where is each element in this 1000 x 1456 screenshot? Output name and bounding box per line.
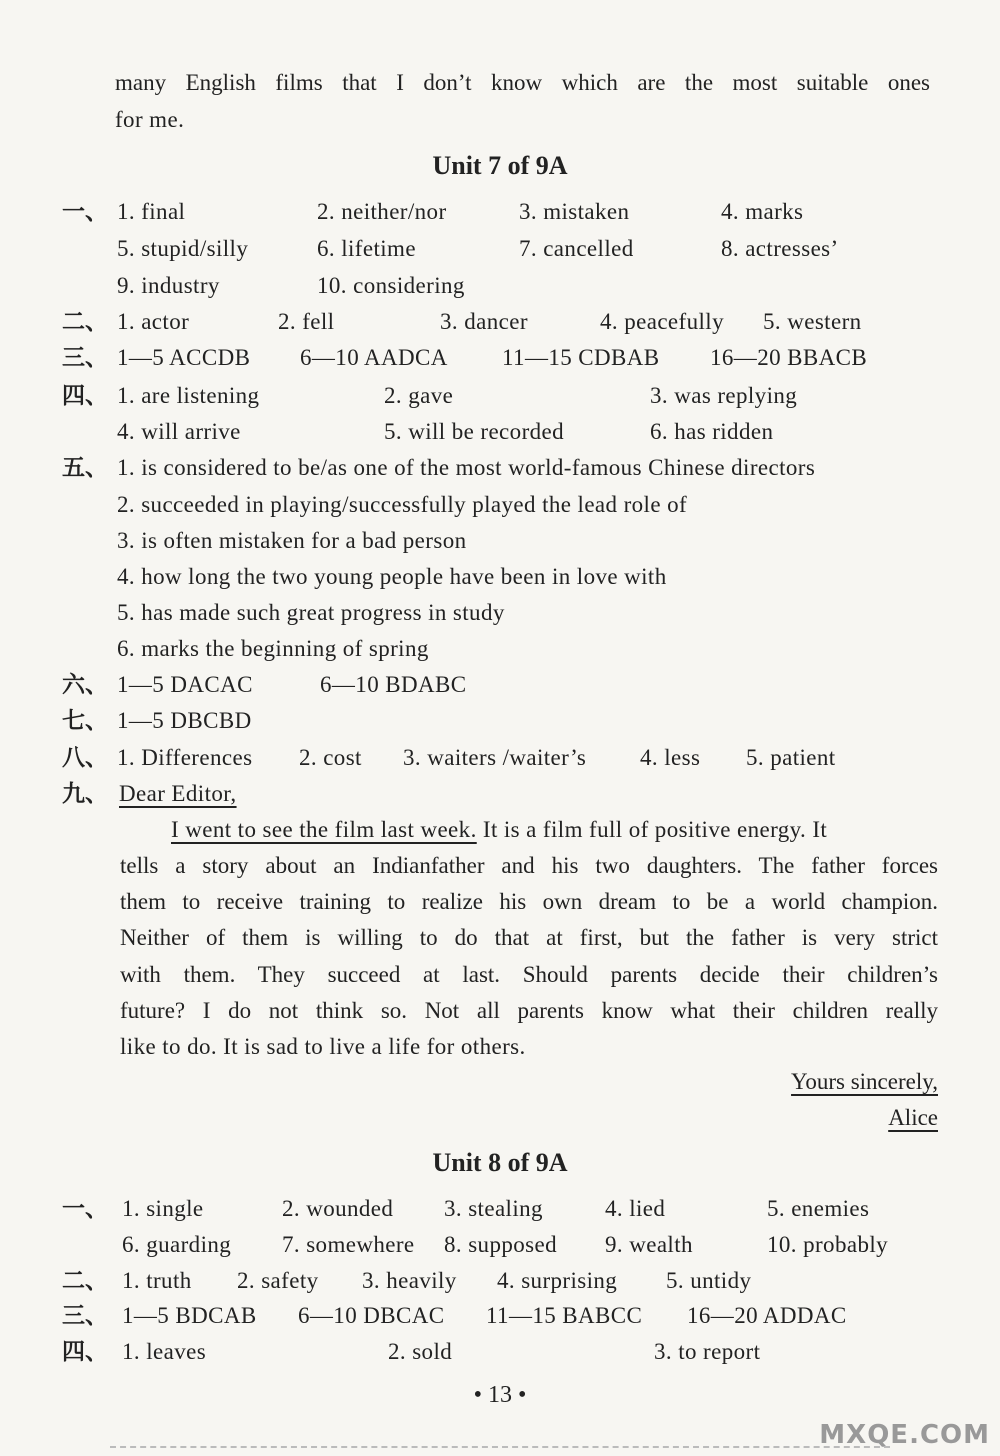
page-number: • 13 •	[473, 1382, 527, 1408]
section-label: 六、	[62, 672, 108, 698]
answer: 2. sold	[388, 1339, 453, 1364]
answer: 6—10 AADCA	[300, 345, 448, 370]
answer: 2. wounded	[282, 1196, 394, 1221]
answer: 1. single	[122, 1196, 204, 1221]
answer: 11—15 CDBAB	[502, 345, 660, 370]
answer: 4. lied	[605, 1196, 666, 1221]
answer: 10. considering	[317, 273, 465, 298]
answer: 5. western	[763, 309, 862, 334]
answer: 10. probably	[767, 1232, 889, 1257]
unit-7-title: Unit 7 of 9A	[432, 151, 568, 180]
answer: 4. surprising	[497, 1268, 618, 1293]
paragraph-line: for me.	[115, 107, 185, 132]
answer: 6—10 DBCAC	[298, 1303, 445, 1328]
answer: 4. peacefully	[600, 309, 724, 334]
answer: 6. has ridden	[650, 419, 774, 444]
answer: 6. guarding	[122, 1232, 232, 1257]
answer: 1—5 ACCDB	[117, 345, 251, 370]
section-label: 一、	[62, 1196, 108, 1222]
answer: 2. neither/nor	[317, 199, 447, 224]
answer: 3. heavily	[362, 1268, 457, 1293]
answer: 3. was replying	[650, 383, 798, 408]
answer: 2. safety	[237, 1268, 319, 1293]
section-label: 五、	[62, 455, 108, 481]
answer: 16—20 ADDAC	[687, 1303, 847, 1328]
letter-line: like to do. It is sad to live a life for others.	[120, 1034, 526, 1059]
answer: 2. cost	[299, 745, 362, 770]
answer: 16—20 BBACB	[710, 345, 868, 370]
answer-sentence: 4. how long the two young people have been in love with	[117, 564, 667, 589]
letter-line: with them. They succeed at last. Should parents decide their children’s	[120, 962, 938, 987]
section-label: 二、	[62, 1268, 108, 1294]
answer: 6. lifetime	[317, 236, 416, 261]
section-label: 四、	[62, 383, 108, 409]
answer: 2. fell	[278, 309, 335, 334]
letter-line: tells a story about an Indianfather and his two daughters. The father forces	[120, 853, 938, 878]
answer: 1. leaves	[122, 1339, 207, 1364]
section-label: 一、	[62, 199, 108, 225]
section-label: 二、	[62, 309, 108, 335]
answer: 9. wealth	[605, 1232, 693, 1257]
answer: 7. cancelled	[519, 236, 634, 261]
letter-salutation: Dear Editor,	[119, 781, 237, 806]
section-label: 九、	[62, 781, 108, 807]
answer: 8. supposed	[444, 1232, 558, 1257]
answer: 8. actresses’	[721, 236, 839, 261]
answer: 5. will be recorded	[384, 419, 565, 444]
answer: 4. will arrive	[117, 419, 241, 444]
answer: 4. less	[640, 745, 701, 770]
answer-sentence: 2. succeeded in playing/successfully played the lead role of	[117, 492, 688, 517]
letter-text: It is a film full of positive energy. It	[476, 817, 828, 842]
letter-line: Neither of them is willing to do that at first, but the father is very strict	[120, 925, 938, 950]
answer: 1—5 BDCAB	[122, 1303, 257, 1328]
answer: 3. dancer	[440, 309, 528, 334]
letter-underlined-sentence: I went to see the film last week.	[171, 817, 477, 842]
unit-8-title: Unit 8 of 9A	[432, 1148, 568, 1177]
letter-line	[171, 815, 934, 845]
answer: 1—5 DBCBD	[117, 708, 252, 733]
answer: 2. gave	[384, 383, 454, 408]
watermark: MXQE.COM	[819, 1420, 990, 1450]
answer-sentence: 6. marks the beginning of spring	[117, 636, 429, 661]
answer: 6—10 BDABC	[320, 672, 467, 697]
letter-line: future? I do not think so. Not all parents know what their children really	[120, 998, 938, 1023]
section-label: 三、	[62, 1303, 108, 1329]
answer-sentence: 5. has made such great progress in study	[117, 600, 505, 625]
answer: 5. patient	[746, 745, 836, 770]
answer: 11—15 BABCC	[486, 1303, 643, 1328]
section-label: 四、	[62, 1339, 108, 1365]
answer: 3. stealing	[444, 1196, 543, 1221]
answer: 9. industry	[117, 273, 220, 298]
bottom-divider	[110, 1446, 890, 1448]
answer: 3. to report	[654, 1339, 761, 1364]
answer: 5. untidy	[666, 1268, 752, 1293]
answer: 1. truth	[122, 1268, 192, 1293]
answer: 1. are listening	[117, 383, 260, 408]
answer: 1—5 DACAC	[117, 672, 253, 697]
section-label: 八、	[62, 745, 108, 771]
answer: 3. waiters /waiter’s	[403, 745, 587, 770]
answer: 7. somewhere	[282, 1232, 415, 1257]
answer: 4. marks	[721, 199, 804, 224]
answer-sentence: 3. is often mistaken for a bad person	[117, 528, 467, 553]
answer: 5. enemies	[767, 1196, 870, 1221]
answer: 1. Differences	[117, 745, 253, 770]
answer: 3. mistaken	[519, 199, 630, 224]
section-label: 三、	[62, 345, 108, 371]
answer: 5. stupid/silly	[117, 236, 249, 261]
letter-signature: Alice	[888, 1105, 938, 1130]
letter-closing: Yours sincerely,	[791, 1069, 938, 1094]
letter-line: them to receive training to realize his own dream to be a world champion.	[120, 889, 938, 914]
answer-sentence: 1. is considered to be/as one of the most world-famous Chinese directors	[117, 455, 816, 480]
paragraph-line: many English films that I don’t know which are the most suitable ones	[115, 70, 930, 95]
answer: 1. actor	[117, 309, 190, 334]
answer: 1. final	[117, 199, 186, 224]
section-label: 七、	[62, 708, 108, 734]
